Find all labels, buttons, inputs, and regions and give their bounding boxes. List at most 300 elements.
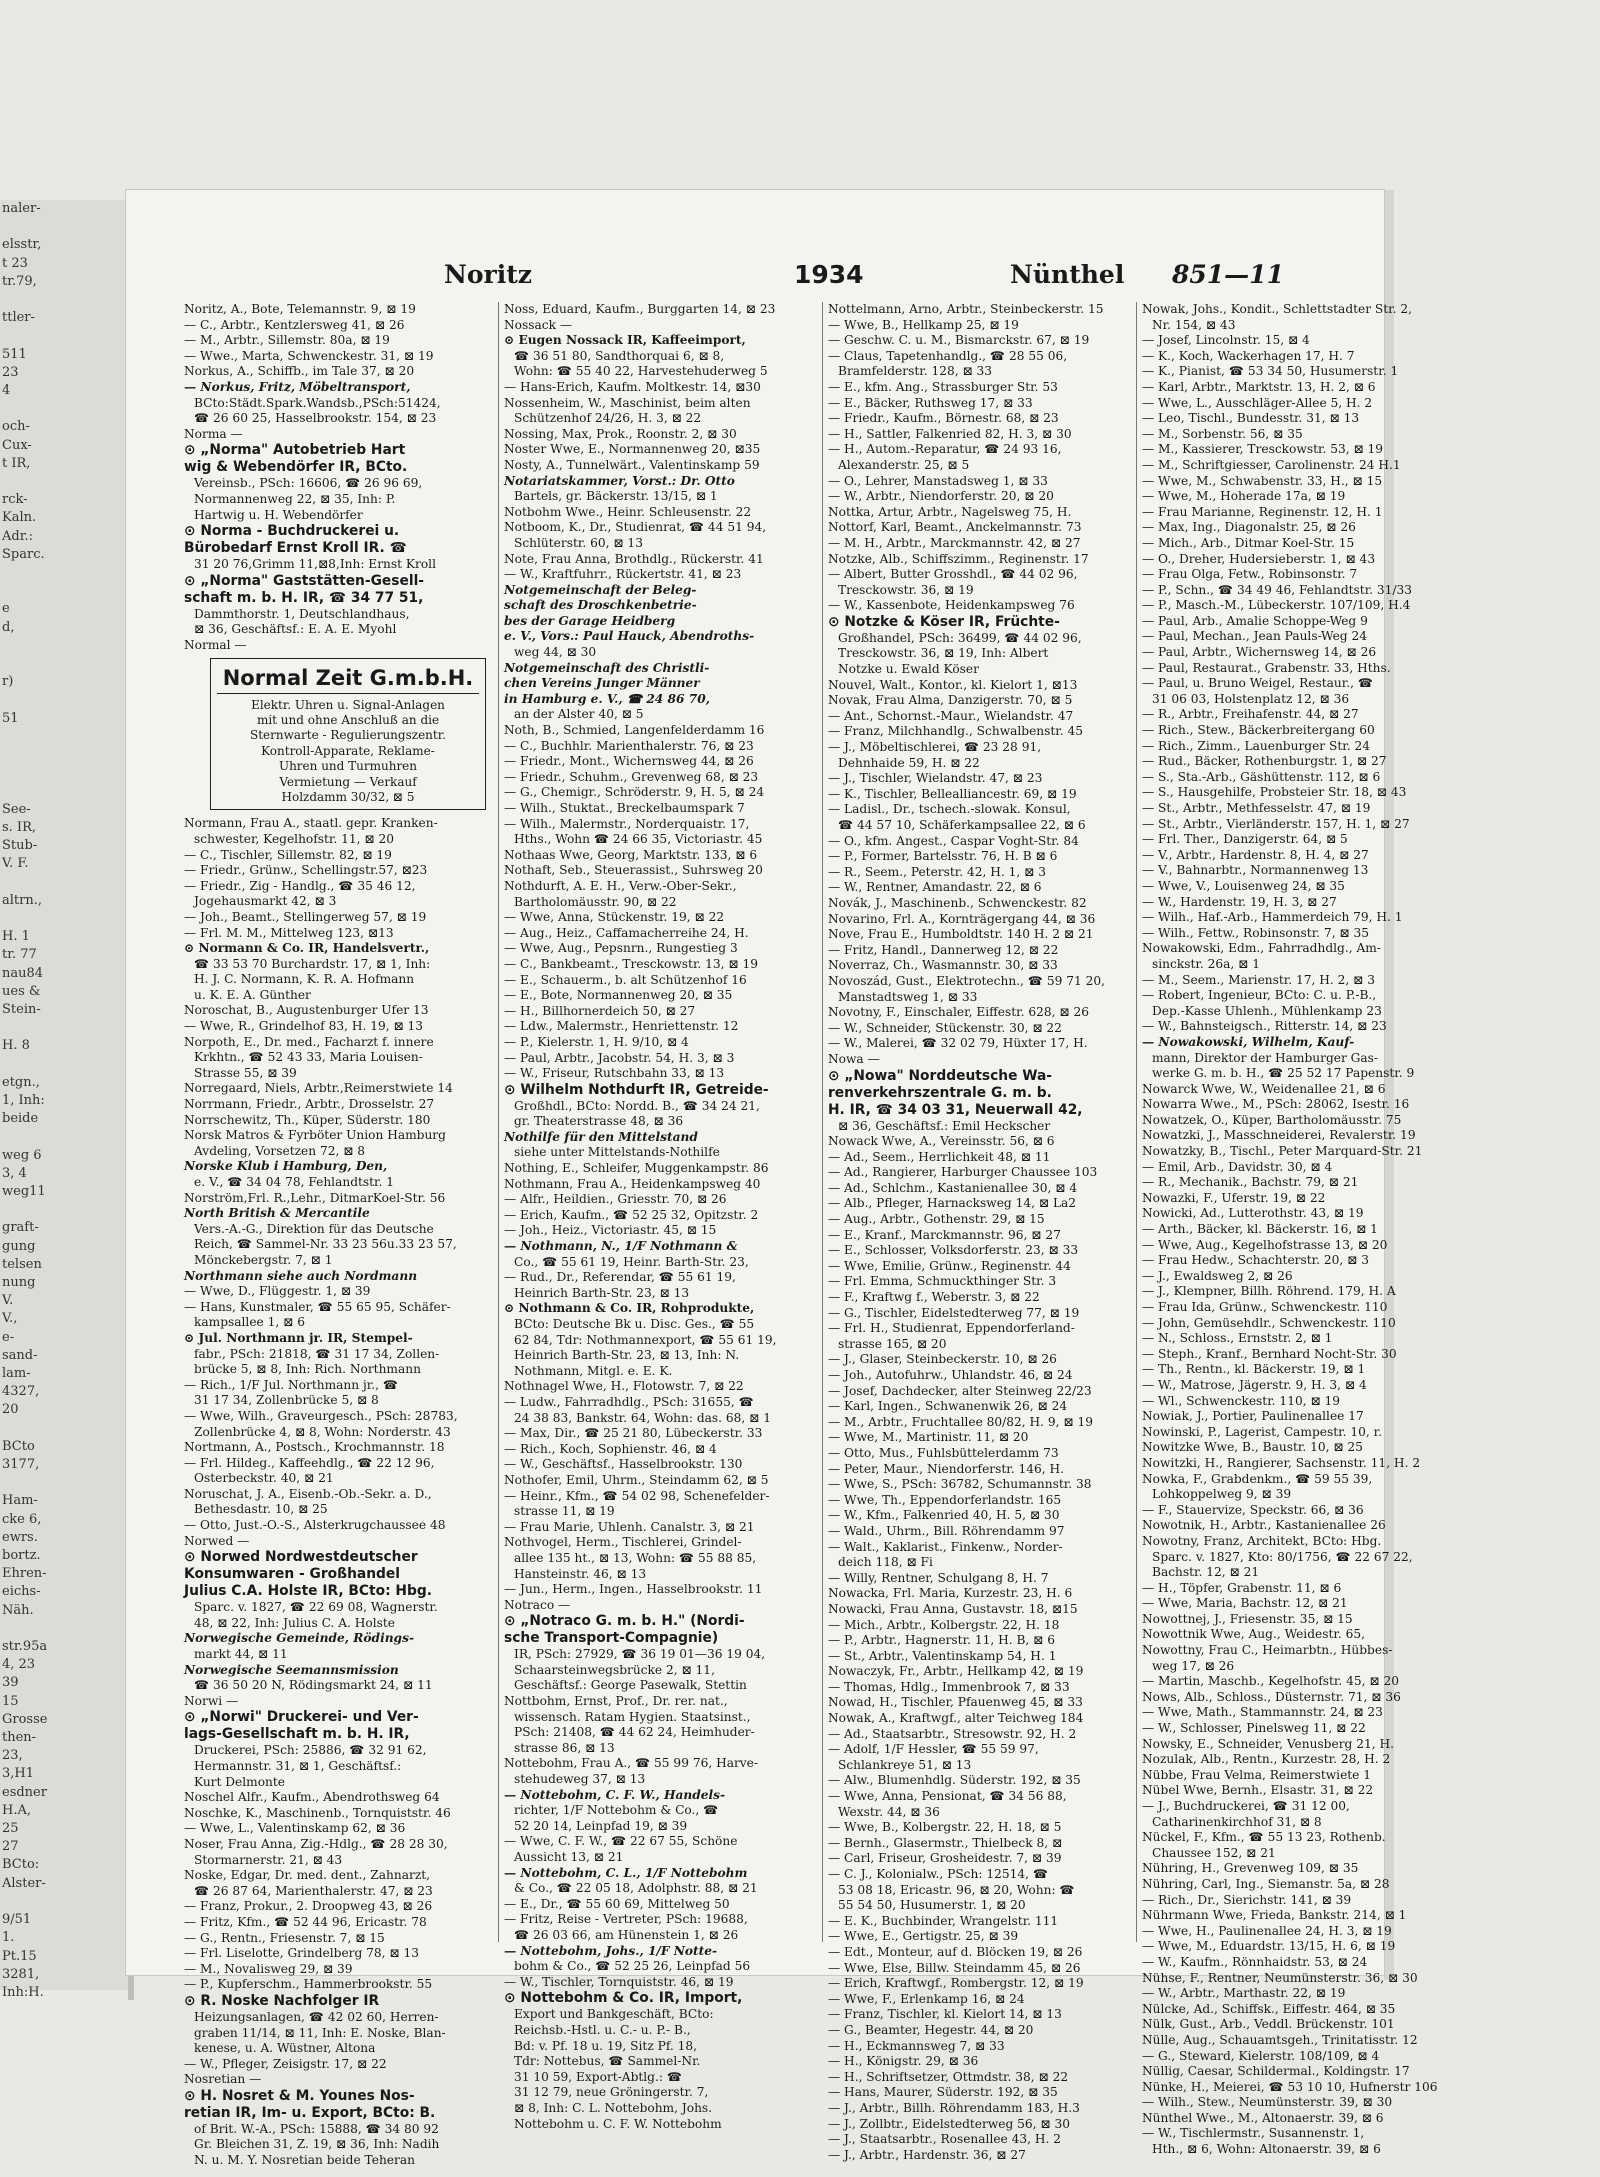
directory-entry: — Wwe, Anna, Pensionat, ☎ 34 56 88, (828, 1789, 1067, 1804)
directory-entry: Nosty, A., Tunnelwärt., Valentinskamp 59 (504, 457, 760, 472)
directory-entry: — Friedr., Mont., Wichernsweg 44, ⊠ 26 (504, 754, 754, 769)
directory-entry: Druckerei, PSch: 25886, ☎ 32 91 62, (194, 1743, 427, 1758)
directory-entry: — Wwe, Wilh., Graveurgesch., PSch: 28783, (184, 1408, 458, 1423)
directory-entry: Notzke, Alb., Schiffszimm., Reginenstr. 17 (828, 551, 1089, 566)
directory-entry: strasse 11, ⊠ 19 (514, 1504, 615, 1519)
directory-entry: — Frl. H., Studienrat, Eppendorferland- (828, 1321, 1075, 1336)
directory-entry: weg 44, ⊠ 30 (514, 645, 597, 660)
previous-page-line: V. (2, 1293, 14, 1309)
directory-entry: Nowatzky, B., Tischl., Peter Marquard-Str. 21 (1142, 1144, 1423, 1159)
directory-entry: Heinrich Barth-Str. 23, ⊠ 13, Inh: N. (514, 1348, 740, 1363)
directory-entry: allee 135 ht., ⊠ 13, Wohn: ☎ 55 88 85, (514, 1550, 757, 1565)
directory-entry: BCto: Deutsche Bk u. Disc. Ges., ☎ 55 (514, 1317, 755, 1331)
directory-entry: Nove, Frau E., Humboldtstr. 140 H. 2 ⊠ 21 (828, 927, 1094, 942)
directory-entry: Hartwig u. H. Webendörfer (194, 507, 363, 522)
directory-entry: Novoszád, Gust., Elektrotechn., ☎ 59 71 20, (828, 973, 1105, 988)
directory-entry: Nottbohm, Ernst, Prof., Dr. rer. nat., (504, 1694, 728, 1709)
directory-entry: H. IR, ☎ 34 03 31, Neuerwall 42, (828, 1101, 1083, 1118)
directory-entry: Noritz, A., Bote, Telemannstr. 9, ⊠ 19 (184, 302, 416, 316)
directory-entry: — S., Hausgehilfe, Probsteier Str. 18, ⊠ 43 (1142, 785, 1407, 800)
previous-page-line: 4, 23 (2, 1657, 36, 1673)
previous-page-line (0, 327, 128, 345)
directory-entry: Zollenbrücke 4, ⊠ 8, Wohn: Norderstr. 43 (194, 1424, 451, 1439)
directory-entry: — Joh., Heiz., Victoriastr. 45, ⊠ 15 (504, 1223, 717, 1238)
directory-entry: — Friedr., Grünw., Schellingstr.57, ⊠23 (184, 863, 428, 878)
directory-entry: — P., Former, Bartelsstr. 76, H. B ⊠ 6 (828, 849, 1058, 864)
directory-entry: Norma — (184, 426, 243, 441)
directory-entry: Norske Klub i Hamburg, Den, (184, 1159, 388, 1174)
directory-entry: Mönckebergstr. 7, ⊠ 1 (194, 1252, 333, 1267)
ad-line: mit und ohne Anschluß an die (256, 712, 440, 727)
directory-entry: Nowazki, F., Uferstr. 19, ⊠ 22 (1142, 1190, 1326, 1205)
directory-entry: — E., kfm. Ang., Strassburger Str. 53 (828, 379, 1058, 394)
directory-entry: — Wilh., Malermstr., Norderquaistr. 17, (504, 816, 750, 831)
previous-page-line (0, 783, 128, 801)
directory-entry: Nowsky, E., Schneider, Venusberg 21, H. (1142, 1736, 1394, 1751)
directory-entry: — Franz, Tischler, kl. Kielort 14, ⊠ 13 (828, 2007, 1062, 2022)
directory-entry: Dep.-Kasse Uhlenh., Mühlenkamp 23 (1152, 1003, 1382, 1018)
previous-page-line: BCto: (2, 1857, 40, 1873)
directory-entry: Novák, J., Maschinenb., Schwenckestr. 82 (828, 895, 1087, 910)
directory-entry: gr. Theaterstrasse 48, ⊠ 36 (514, 1114, 684, 1129)
directory-entry: — Geschw. C. u. M., Bismarckstr. 67, ⊠ 19 (828, 333, 1090, 348)
directory-entry: Nothing, E., Schleifer, Muggenkampstr. 86 (504, 1161, 769, 1176)
directory-entry: — Frau Olga, Fetw., Robinsonstr. 7 (1142, 567, 1358, 582)
directory-entry: bes der Garage Heidberg (504, 613, 676, 628)
directory-entry: ☎ 26 03 66, am Hünenstein 1, ⊠ 26 (514, 1927, 739, 1942)
previous-page-line: lam- (2, 1366, 31, 1381)
directory-entry: Großhdl., BCto: Nordd. B., ☎ 34 24 21, (514, 1098, 760, 1113)
ad-line: Holzdamm 30/32, ⊠ 5 (281, 789, 415, 804)
directory-entry: — W., Hardenstr. 19, H. 3, ⊠ 27 (1142, 894, 1337, 909)
directory-entry: — Wwe, M., Eduardstr. 13/15, H. 6, ⊠ 19 (1142, 1939, 1396, 1954)
directory-entry: ⊙ „Norma" Autobetrieb Hart (184, 442, 406, 459)
directory-entry: — Wwe, H., Paulinenallee 24, H. 3, ⊠ 19 (1142, 1923, 1392, 1938)
previous-page-line: 27 (2, 1839, 19, 1855)
directory-entry: Notraco — (504, 1597, 571, 1612)
directory-entry: ☎ 26 60 25, Hasselbrookstr. 154, ⊠ 23 (194, 411, 437, 426)
directory-entry: Nowottny, Frau C., Heimarbtn., Hübbes- (1142, 1643, 1393, 1658)
directory-entry: — Rud., Bäcker, Rothenburgstr. 1, ⊠ 27 (1142, 754, 1387, 769)
directory-entry: — Thomas, Hdlg., Immenbrook 7, ⊠ 33 (828, 1679, 1070, 1694)
directory-entry: Nossing, Max, Prok., Roonstr. 2, ⊠ 30 (504, 426, 737, 441)
directory-entry: Hth., ⊠ 6, Wohn: Altonaerstr. 39, ⊠ 6 (1152, 2142, 1381, 2157)
previous-page-line: e (2, 601, 10, 617)
directory-entry: Nows, Alb., Schloss., Düsternstr. 71, ⊠ 36 (1142, 1689, 1401, 1704)
directory-entry: Nowiak, J., Portier, Paulinenallee 17 (1142, 1409, 1364, 1424)
column-2 (504, 302, 816, 2131)
directory-entry: — W., Arbtr., Marthastr. 22, ⊠ 19 (1142, 1986, 1346, 2001)
directory-entry: e. V., ☎ 34 04 78, Fehlandtstr. 1 (194, 1175, 395, 1189)
directory-entry: — H., Eckmannsweg 7, ⊠ 33 (828, 2038, 1005, 2053)
previous-page-line (0, 400, 128, 418)
directory-entry: chen Vereins Junger Männer (504, 676, 700, 691)
directory-entry: 24 38 83, Bankstr. 64, Wohn: das. 68, ⊠ 1 (514, 1410, 772, 1425)
directory-entry: Nübel Wwe, Bernh., Elsastr. 31, ⊠ 22 (1142, 1783, 1374, 1798)
directory-entry: — V., Bahnarbtr., Normannenweg 13 (1142, 863, 1369, 878)
previous-page-line: Cux- (2, 437, 32, 453)
directory-entry: Bartels, gr. Bäckerstr. 13/15, ⊠ 1 (514, 489, 718, 504)
previous-page-line (0, 1474, 128, 1492)
directory-entry: Nückel, F., Kfm., ☎ 55 13 23, Rothenb. (1142, 1830, 1386, 1845)
directory-entry: — M. H., Arbtr., Marckmannstr. 42, ⊠ 27 (828, 535, 1081, 550)
header-right-word: Nünthel (1010, 260, 1125, 289)
directory-entry: — W., Kraftfuhrr., Rückertstr. 41, ⊠ 23 (504, 567, 742, 582)
directory-entry: — F., Stauervize, Speckstr. 66, ⊠ 36 (1142, 1502, 1364, 1517)
directory-entry: — Mich., Arbtr., Kolbergstr. 22, H. 18 (828, 1617, 1060, 1632)
directory-entry: bohm & Co., ☎ 52 25 26, Leinpfad 56 (514, 1959, 751, 1974)
directory-entry: Nothmann, Frau A., Heidenkampsweg 40 (504, 1176, 761, 1191)
previous-page-line: 1, Inh: (2, 1092, 45, 1108)
ad-line: Vermietung — Verkauf (279, 774, 417, 789)
previous-page-line: Ehren- (2, 1566, 47, 1582)
directory-entry: Nottelmann, Arno, Arbtr., Steinbeckerstr. 15 (828, 302, 1104, 316)
previous-page-line: weg 6 (2, 1147, 42, 1163)
directory-entry: — J., Tischler, Wielandstr. 47, ⊠ 23 (828, 771, 1043, 786)
directory-entry: Chaussee 152, ⊠ 21 (1152, 1845, 1276, 1860)
directory-entry: 31 20 76,Grimm 11,⊠8,Inh: Ernst Kroll (194, 557, 436, 572)
directory-entry: Norpoth, E., Dr. med., Facharzt f. innere (184, 1034, 434, 1049)
directory-entry: — G., Chemigr., Schröderstr. 9, H. 5, ⊠ 24 (504, 785, 765, 800)
previous-page-line: V. F. (2, 856, 29, 872)
directory-entry: — Mich., Arb., Ditmar Koel-Str. 15 (1142, 535, 1355, 550)
directory-entry: — Ad., Schlchm., Kastanienallee 30, ⊠ 4 (828, 1180, 1078, 1195)
previous-page-line: 3, 4 (2, 1165, 27, 1181)
directory-entry: Nünke, H., Meierei, ☎ 53 10 10, Hufnerstr 106 (1142, 2079, 1438, 2094)
directory-entry: — W., Malerei, ☎ 32 02 79, Hüxter 17, H. (828, 1036, 1088, 1051)
directory-entry: — Carl, Friseur, Grosheidestr. 7, ⊠ 39 (828, 1851, 1062, 1866)
directory-entry: Nossack — (504, 317, 573, 332)
directory-entry: — Adolf, 1/F Hessler, ☎ 55 59 97, (828, 1742, 1039, 1757)
directory-entry: — C., Bankbeamt., Tresckowstr. 13, ⊠ 19 (504, 956, 759, 971)
directory-entry: — Paul, u. Bruno Weigel, Restaur., ☎ (1142, 676, 1374, 691)
directory-entry: — G., Tischler, Eidelstedterweg 77, ⊠ 19 (828, 1305, 1080, 1320)
directory-entry: Wexstr. 44, ⊠ 36 (838, 1804, 940, 1819)
directory-entry: Manstadtsweg 1, ⊠ 33 (838, 989, 978, 1004)
directory-entry: — W., Friseur, Rutschbahn 33, ⊠ 13 (504, 1066, 725, 1081)
directory-entry: — Wwe., Marta, Schwenckestr. 31, ⊠ 19 (184, 348, 434, 363)
directory-page (126, 190, 1438, 2168)
directory-entry: stehudeweg 37, ⊠ 13 (514, 1772, 646, 1787)
directory-entry: — W., Arbtr., Niendorferstr. 20, ⊠ 20 (828, 489, 1054, 504)
directory-entry: Heinrich Barth-Str. 23, ⊠ 13 (514, 1285, 690, 1300)
previous-page-line (0, 291, 128, 309)
directory-entry: Nühring, H., Grevenweg 109, ⊠ 35 (1142, 1861, 1359, 1876)
previous-page-line: 3281, (2, 1966, 40, 1982)
directory-entry: — Max, Ing., Diagonalstr. 25, ⊠ 26 (1142, 520, 1356, 535)
previous-page-line: Pt.15 (2, 1948, 37, 1964)
directory-entry: Heizungsanlagen, ☎ 42 02 60, Herren- (194, 2009, 439, 2024)
directory-entry: Noverraz, Ch., Wasmannstr. 30, ⊠ 33 (828, 958, 1058, 973)
directory-entry: — H., Königstr. 29, ⊠ 36 (828, 2054, 979, 2069)
directory-entry: Novotny, F., Einschaler, Eiffestr. 628, ⊠ 26 (828, 1005, 1090, 1020)
directory-entry: — R., Arbtr., Freihafenstr. 44, ⊠ 27 (1142, 707, 1359, 722)
previous-page-line (0, 655, 128, 673)
directory-entry: Nowad, H., Tischler, Pfauenweg 45, ⊠ 33 (828, 1695, 1083, 1710)
previous-page-line: str.95a (2, 1639, 48, 1655)
directory-entry: ⊙ Nothmann & Co. IR, Rohprodukte, (504, 1301, 755, 1316)
directory-entry: wig & Webendörfer IR, BCto. (184, 459, 408, 476)
directory-entry: — Wwe, L., Valentinskamp 62, ⊠ 36 (184, 1821, 406, 1836)
directory-entry: — S., Sta.-Arb., Gäshüttenstr. 112, ⊠ 6 (1142, 769, 1381, 784)
directory-entry: Bürobedarf Ernst Kroll IR. ☎ (184, 540, 407, 557)
directory-entry: Krkhtn., ☎ 52 43 33, Maria Louisen- (194, 1050, 423, 1065)
directory-entry: — M., Arbtr., Sillemstr. 80a, ⊠ 19 (184, 333, 390, 348)
directory-entry: Nowitzke Wwe, B., Baustr. 10, ⊠ 25 (1142, 1440, 1363, 1455)
directory-entry: ☎ 36 50 20 N, Rödingsmarkt 24, ⊠ 11 (194, 1678, 433, 1693)
directory-entry: — Wwe, V., Louisenweg 24, ⊠ 35 (1142, 878, 1345, 893)
directory-entry: Alexanderstr. 25, ⊠ 5 (838, 457, 970, 472)
normal-zeit-advertisement (210, 658, 486, 811)
directory-entry: Nülle, Aug., Schauamtsgeh., Trinitatisstr. 12 (1142, 2032, 1418, 2047)
directory-entry: — Friedr., Kaufm., Börnestr. 68, ⊠ 23 (828, 411, 1059, 426)
directory-entry: ⊠ 8, Inh: C. L. Nottebohm, Johs. (514, 2100, 713, 2115)
directory-entry: Nowotnik, H., Arbtr., Kastanienallee 26 (1142, 1518, 1386, 1533)
directory-entry: Norwed — (184, 1533, 250, 1548)
directory-entry: Nowack Wwe, A., Vereinsstr. 56, ⊠ 6 (828, 1134, 1055, 1149)
directory-entry: Bd: v. Pf. 18 u. 19, Sitz Pf. 18, (514, 2038, 698, 2053)
directory-entry: — H., Autom.-Reparatur, ☎ 24 93 16, (828, 442, 1062, 457)
directory-entry: Nowinski, P., Lagerist, Campestr. 10, r. (1142, 1424, 1382, 1439)
previous-page-line: tr.79, (2, 273, 37, 289)
directory-entry: richter, 1/F Nottebohm & Co., ☎ (514, 1803, 719, 1818)
directory-entry: — Ant., Schornst.-Maur., Wielandstr. 47 (828, 708, 1074, 723)
directory-entry: Note, Frau Anna, Brothdlg., Rückerstr. 41 (504, 551, 764, 566)
previous-page-line: Kaln. (2, 510, 37, 526)
directory-entry: Nowa — (828, 1051, 880, 1066)
directory-entry: wissensch. Ratam Hygien. Staatsinst., (514, 1709, 751, 1724)
directory-entry: Schlüterstr. 60, ⊠ 13 (514, 535, 643, 550)
directory-entry: — Friedr., Zig - Handlg., ☎ 35 46 12, (184, 878, 416, 893)
previous-page-line: Inh:H. (2, 1984, 44, 2000)
directory-entry: BCto:Städt.Spark.Wandsb.,PSch:51424, (194, 395, 441, 410)
previous-page-line (0, 1201, 128, 1219)
directory-entry: — Wwe, Maria, Bachstr. 12, ⊠ 21 (1142, 1596, 1348, 1611)
directory-entry: — E. K., Buchbinder, Wrangelstr. 111 (828, 1913, 1059, 1928)
directory-entry: Bramfelderstr. 128, ⊠ 33 (838, 364, 993, 379)
directory-entry: Nothmann, Mitgl. e. E. K. (514, 1363, 673, 1378)
previous-page-line (0, 1056, 128, 1074)
directory-entry: sche Transport-Compagnie) (504, 1630, 719, 1647)
directory-entry: Noss, Eduard, Kaufm., Burggarten 14, ⊠ 23 (504, 302, 776, 316)
directory-entry: ⊙ Wilhelm Nothdurft IR, Getreide- (504, 1081, 769, 1098)
directory-entry: H. J. C. Normann, K. R. A. Hofmann (194, 972, 415, 987)
directory-entry: Vereinsb., PSch: 16606, ☎ 26 96 69, (194, 476, 423, 491)
directory-entry: — C., Tischler, Sillemstr. 82, ⊠ 19 (184, 847, 392, 862)
previous-page-line (0, 218, 128, 236)
directory-entry: — K., Koch, Wackerhagen 17, H. 7 (1142, 348, 1355, 363)
previous-page-line: bortz. (2, 1548, 41, 1564)
directory-entry: — E., Bäcker, Ruthsweg 17, ⊠ 33 (828, 395, 1033, 410)
directory-entry: — Martin, Maschb., Kegelhofstr. 45, ⊠ 20 (1142, 1674, 1399, 1689)
directory-entry: Nübbe, Frau Velma, Reimerstwiete 1 (1142, 1767, 1372, 1782)
directory-entry: ⊠ 36, Geschäftsf.: E. A. E. Myohl (194, 622, 397, 637)
previous-page-line (0, 582, 128, 600)
directory-entry: deich 118, ⊠ Fi (838, 1555, 933, 1570)
directory-entry: — Wwe, M., Schwabenstr. 33, H., ⊠ 15 (1142, 473, 1383, 488)
previous-page-line: esdner (2, 1784, 47, 1800)
directory-entry: — Arth., Bäcker, kl. Bäckerstr. 16, ⊠ 1 (1142, 1222, 1378, 1237)
directory-entry: — V., Arbtr., Hardenstr. 8, H. 4, ⊠ 27 (1142, 847, 1369, 862)
directory-entry: Novarino, Frl. A., Kornträgergang 44, ⊠ 36 (828, 911, 1096, 926)
ad-line: Kontroll-Apparate, Reklame- (261, 743, 435, 758)
directory-entry: — W., Kaufm., Rönnhaidstr. 53, ⊠ 24 (1142, 1954, 1368, 1969)
ad-lines (217, 698, 479, 806)
previous-page-line: beide (2, 1111, 39, 1127)
directory-entry: Nothofer, Emil, Uhrm., Steindamm 62, ⊠ 5 (504, 1472, 769, 1487)
directory-entry: — Nottebohm, C. L., 1/F Nottebohm (504, 1865, 748, 1880)
directory-entry: — H., Billhornerdeich 50, ⊠ 27 (504, 1003, 696, 1018)
directory-entry: — R., Seem., Peterstr. 42, H. 1, ⊠ 3 (828, 864, 1046, 879)
previous-page-line (0, 564, 128, 582)
directory-entry: Avdeling, Vorsetzen 72, ⊠ 8 (194, 1143, 366, 1158)
directory-entry: — Fritz, Reise - Vertreter, PSch: 19688, (504, 1912, 748, 1927)
directory-entry: — G., Rentn., Friesenstr. 7, ⊠ 15 (184, 1930, 385, 1945)
directory-entry: Wohn: ☎ 55 40 22, Harvestehuderweg 5 (514, 364, 768, 379)
directory-entry: Noruschat, J. A., Eisenb.-Ob.-Sekr. a. D., (184, 1486, 432, 1501)
directory-entry: Großhandel, PSch: 36499, ☎ 44 02 96, (838, 630, 1082, 645)
previous-page-line: r) (2, 674, 14, 690)
directory-entry: an der Alster 40, ⊠ 5 (514, 707, 644, 722)
directory-entry: — Alb., Pfleger, Harnacksweg 14, ⊠ La2 (828, 1196, 1077, 1211)
directory-entry: — Peter, Maur., Niendorferstr. 146, H. (828, 1461, 1065, 1476)
directory-entry: — Rich., 1/F Jul. Northmann jr., ☎ (184, 1377, 399, 1392)
directory-entry: — Frl. Emma, Schmuckthinger Str. 3 (828, 1274, 1057, 1289)
previous-page-line (0, 910, 128, 928)
directory-entry: — Wilh., Fettw., Robinsonstr. 7, ⊠ 35 (1142, 925, 1370, 940)
directory-entry: — Norkus, Fritz, Möbeltransport, (184, 379, 411, 394)
directory-entry: Noske, Edgar, Dr. med. dent., Zahnarzt, (184, 1868, 431, 1883)
directory-entry: Nühring, Carl, Ing., Siemanstr. 5a, ⊠ 28 (1142, 1876, 1390, 1891)
directory-entry: Nünthel Wwe., M., Altonaerstr. 39, ⊠ 6 (1142, 2110, 1384, 2125)
previous-page-line: 9/51 (2, 1912, 32, 1928)
directory-entry: — Ad., Rangierer, Harburger Chaussee 103 (828, 1165, 1098, 1180)
directory-entry: 31 12 79, neue Gröningerstr. 7, (514, 2085, 709, 2100)
directory-entry: — P., Masch.-M., Lübeckerstr. 107/109, H.4 (1142, 598, 1411, 613)
directory-entry: siehe unter Mittelstands-Nothilfe (514, 1145, 720, 1160)
directory-entry: u. K. E. A. Günther (194, 987, 311, 1002)
directory-entry: 48, ⊠ 22, Inh: Julius C. A. Holste (194, 1615, 396, 1630)
directory-entry: Nothdurft, A. E. H., Verw.-Ober-Sekr., (504, 878, 737, 893)
directory-entry: — J., Ewaldsweg 2, ⊠ 26 (1142, 1268, 1293, 1283)
directory-entry: — Fritz, Handl., Dannerweg 12, ⊠ 22 (828, 942, 1059, 957)
directory-entry: — Wwe, F., Erlenkamp 16, ⊠ 24 (828, 1991, 1025, 2006)
directory-entry: graben 11/14, ⊠ 11, Inh: E. Noske, Blan- (194, 2025, 446, 2040)
previous-page-line (0, 746, 128, 764)
previous-page-line: H.A, (2, 1802, 31, 1818)
directory-entry: 55 54 50, Husumerstr. 1, ⊠ 20 (838, 1898, 1026, 1913)
directory-entry: Nüllig, Caesar, Schildermal., Koldingstr. 17 (1142, 2064, 1410, 2079)
directory-entry: 53 08 18, Ericastr. 96, ⊠ 20, Wohn: ☎ (838, 1882, 1075, 1897)
directory-entry: — Franz, Prokur., 2. Droopweg 43, ⊠ 26 (184, 1899, 433, 1914)
directory-entry: retian IR, Im- u. Export, BCto: B. (184, 2104, 436, 2121)
directory-entry: — Rich., Zimm., Lauenburger Str. 24 (1142, 738, 1370, 753)
directory-entry: lags-Gesellschaft m. b. H. IR, (184, 1726, 410, 1743)
directory-entry: — J., Arbtr., Hardenstr. 36, ⊠ 27 (828, 2147, 1026, 2162)
previous-page-line: sand- (2, 1347, 38, 1363)
previous-page-line: 25 (2, 1821, 19, 1837)
directory-entry: Nowatzki, J., Masschneiderei, Revalerstr. 19 (1142, 1128, 1416, 1143)
directory-entry: — Wilh., Haf.-Arb., Hammerdeich 79, H. 1 (1142, 910, 1403, 925)
previous-page-line: then- (2, 1730, 37, 1746)
directory-entry: — K., Tischler, Bellealliancestr. 69, ⊠ 19 (828, 786, 1077, 801)
directory-entry: Normal — (184, 637, 247, 652)
directory-entry: — Frl. Hildeg., Kaffeehdlg., ☎ 22 12 96, (184, 1455, 435, 1470)
directory-entry: Norström,Frl. R.,Lehr., DitmarKoel-Str. 56 (184, 1190, 446, 1205)
previous-page-line: 4 (2, 383, 11, 399)
directory-entry: Tdr: Nottebus, ☎ Sammel-Nr. (514, 2054, 701, 2069)
directory-entry: 31 10 59, Export-Abtlg.: ☎ (514, 2069, 683, 2084)
directory-entry: — Jun., Herm., Ingen., Hasselbrookstr. 11 (504, 1582, 763, 1597)
directory-entry: Nowak, A., Kraftwgf., alter Teichweg 184 (828, 1711, 1084, 1726)
directory-entry: Reich, ☎ Sammel-Nr. 33 23 56u.33 23 57, (194, 1237, 457, 1252)
directory-entry: — P., Kielerstr. 1, H. 9/10, ⊠ 4 (504, 1034, 689, 1049)
directory-entry: — Alfr., Heildien., Griesstr. 70, ⊠ 26 (504, 1192, 727, 1207)
previous-page-line: 4327, (2, 1384, 40, 1400)
previous-page-line (0, 1128, 128, 1146)
directory-entry: — Wwe, B., Kolbergstr. 22, H. 18, ⊠ 5 (828, 1820, 1062, 1835)
previous-page-line: ttler- (2, 310, 35, 326)
directory-entry: Tresckowstr. 36, ⊠ 19 (838, 582, 974, 597)
directory-entry: Lohkoppelweg 9, ⊠ 39 (1152, 1487, 1292, 1502)
directory-entry: — Nottebohm, C. F. W., Handels- (504, 1787, 726, 1802)
directory-entry: — O., kfm. Angest., Caspar Voght-Str. 84 (828, 833, 1079, 848)
directory-entry: — Edt., Monteur, auf d. Blöcken 19, ⊠ 26 (828, 1944, 1083, 1959)
directory-entry: — Rich., Stew., Bäckerbreitergang 60 (1142, 723, 1375, 738)
directory-entry: — Wwe, E., Gertigstr. 25, ⊠ 39 (828, 1929, 1019, 1944)
directory-entry: Notariatskammer, Vorst.: Dr. Otto (504, 473, 735, 488)
directory-entry: — Wwe, Else, Billw. Steindamm 45, ⊠ 26 (828, 1960, 1081, 1975)
directory-entry: — Wwe, L., Ausschläger-Allee 5, H. 2 (1142, 395, 1373, 410)
directory-entry: — Robert, Ingenieur, BCto: C. u. P.-B., (1142, 988, 1377, 1003)
previous-page-line (0, 874, 128, 892)
directory-entry: Reichsb.-Hstl. u. C.- u. P.- B., (514, 2022, 691, 2037)
directory-entry: — Fritz, Kfm., ☎ 52 44 96, Ericastr. 78 (184, 1914, 427, 1929)
directory-entry: Kurt Delmonte (194, 1774, 286, 1789)
directory-entry: — W., Pfleger, Zeisigstr. 17, ⊠ 22 (184, 2056, 387, 2071)
page-header (126, 260, 1384, 300)
previous-page-line: 511 (2, 346, 27, 362)
directory-entry: — J., Buchdruckerei, ☎ 31 12 00, (1142, 1799, 1350, 1813)
directory-entry: Aussicht 13, ⊠ 21 (514, 1850, 624, 1864)
directory-entry: Dammthorstr. 1, Deutschlandhaus, (194, 606, 410, 621)
directory-entry: N. u. M. Y. Nosretian beide Teheran (194, 2153, 415, 2168)
directory-entry: ⊙ H. Nosret & M. Younes Nos- (184, 2087, 415, 2104)
previous-page-line: Alster- (2, 1875, 46, 1891)
directory-entry: Northmann siehe auch Nordmann (184, 1268, 418, 1283)
previous-page-line (0, 1420, 128, 1438)
column-divider-1 (498, 302, 499, 1942)
directory-entry: — Heinr., Kfm., ☎ 54 02 98, Schenefelder- (504, 1488, 770, 1503)
directory-entry: — John, Gemüsehdlr., Schwenckestr. 110 (1142, 1315, 1396, 1330)
directory-entry: Nowottnej, J., Friesenstr. 35, ⊠ 15 (1142, 1611, 1353, 1626)
directory-entry: Schaarsteinwegsbrücke 2, ⊠ 11, (514, 1662, 715, 1677)
directory-entry: 52 20 14, Leinpfad 19, ⊠ 39 (514, 1818, 688, 1833)
directory-entry: Nothnagel Wwe, H., Flotowstr. 7, ⊠ 22 (504, 1379, 744, 1394)
directory-entry: — E., Dr., ☎ 55 60 69, Mittelweg 50 (504, 1896, 730, 1911)
directory-entry: — C., Arbtr., Kentzlersweg 41, ⊠ 26 (184, 317, 405, 332)
directory-entry: Bethesdastr. 10, ⊠ 25 (194, 1502, 328, 1517)
directory-entry: — E., Bote, Normannenweg 20, ⊠ 35 (504, 988, 733, 1003)
previous-page-line: tr. 77 (2, 947, 37, 963)
directory-entry: — P., Arbtr., Hagnerstr. 11, H. B, ⊠ 6 (828, 1633, 1055, 1648)
directory-entry: — Claus, Tapetenhandlg., ☎ 28 55 06, (828, 348, 1068, 363)
directory-entry: Nouvel, Walt., Kontor., kl. Kielort 1, ⊠13 (828, 677, 1078, 692)
directory-entry: Sparc. v. 1827, Kto: 80/1756, ☎ 22 67 22, (1152, 1549, 1413, 1564)
directory-entry: strasse 86, ⊠ 13 (514, 1740, 615, 1755)
directory-entry: Nothvogel, Herm., Tischlerei, Grindel- (504, 1535, 742, 1550)
directory-entry: — Wwe, C. F. W., ☎ 22 67 55, Schöne (504, 1834, 738, 1849)
